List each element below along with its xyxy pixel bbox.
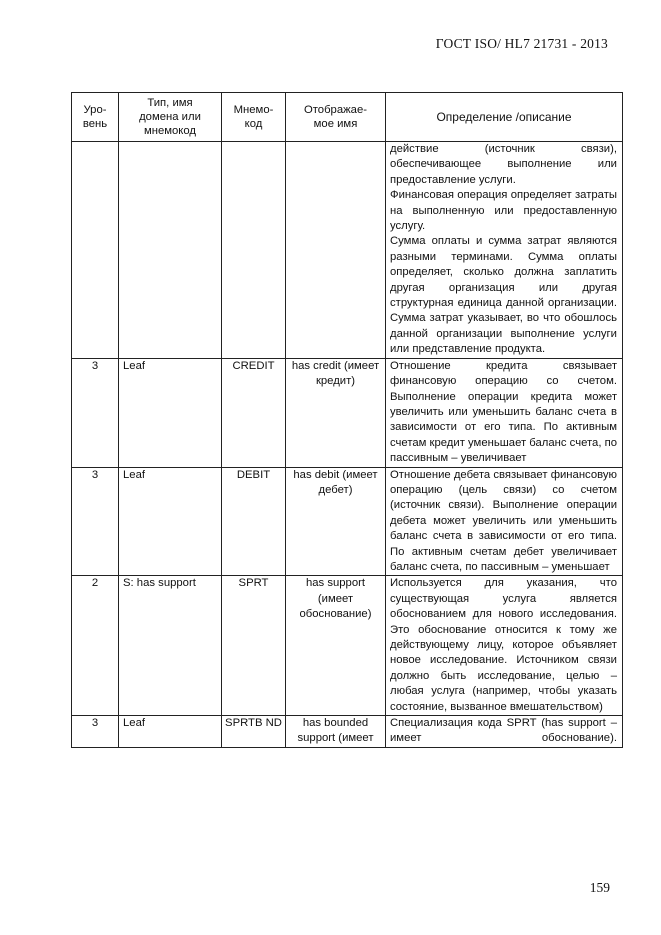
description-paragraph: Сумма оплаты и сумма затрат являются разными терминами. Сумма оплаты определяет, сколько должна заплатить другая организация или другая структурная единица данной организации. Сумма затрат указывает, во что обошлось данной организации выполнение услуги или представление продукта. xyxy=(390,235,617,356)
table-row xyxy=(72,142,623,359)
cell-description xyxy=(386,467,623,576)
cell-mnemonic: DEBIT xyxy=(222,467,286,576)
cell-type: Leaf xyxy=(119,358,222,467)
column-header-type: Тип, имя домена или мнемокод xyxy=(119,93,222,142)
cell-type: Leaf xyxy=(119,467,222,576)
table-row xyxy=(72,576,623,716)
cell-level: 3 xyxy=(72,716,119,748)
cell-mnemonic: SPRTB ND xyxy=(222,716,286,748)
description-paragraph: Финансовая операция определяет затраты на выполненную или предоставленную услугу. xyxy=(390,189,617,233)
table-header-row xyxy=(72,93,623,142)
cell-level: 3 xyxy=(72,358,119,467)
relationship-codes-table xyxy=(71,92,623,748)
cell-display-name xyxy=(286,716,386,748)
column-header-display-name: Отображае- мое имя xyxy=(286,93,386,142)
page-number: 159 xyxy=(589,880,610,895)
description-paragraph: действие (источник связи), обеспечивающее выполнение или предоставление услуги. xyxy=(390,143,617,186)
cell-mnemonic: SPRT xyxy=(222,576,286,716)
table-row xyxy=(72,716,623,748)
table-row xyxy=(72,358,623,467)
cell-description xyxy=(386,576,623,716)
cell-type: Leaf xyxy=(119,716,222,748)
cell-level: 3 xyxy=(72,467,119,576)
cell-display-name: has support (имеет обоснование) xyxy=(286,576,386,716)
description-paragraph: Отношение кредита связывает финансовую операцию со счетом. Выполнение операции кредита может увеличить или уменьшить баланс счета в зависимости от его типа. По активным счетам кредит уменьшает баланс счета, по пассивным – увеличивает xyxy=(390,359,618,465)
description-paragraph: Специализация кода SPRT (has support – имеет обоснование). xyxy=(390,717,617,745)
display-name-text: has bounded support (имеет xyxy=(297,717,374,745)
document-header: ГОСТ ISO/ HL7 21731 - 2013 xyxy=(435,36,608,51)
cell-description xyxy=(386,716,623,748)
cell-type xyxy=(119,142,222,359)
cell-display-name xyxy=(286,142,386,359)
cell-description xyxy=(386,142,623,359)
table-row xyxy=(72,467,623,576)
cell-mnemonic: CREDIT xyxy=(222,358,286,467)
cell-level xyxy=(72,142,119,359)
cell-display-name: has credit (имеет кредит) xyxy=(286,358,386,467)
cell-type: S: has support xyxy=(119,576,222,716)
column-header-level: Уро- вень xyxy=(72,93,119,142)
column-header-mnemonic: Мнемо- код xyxy=(222,93,286,142)
cell-description xyxy=(386,358,623,467)
description-paragraph: Используется для указания, что существующая услуга является обоснованием для нового исследования. Это обоснование относится к тому же действующему лицу, которое объявляет новое исследование. Источником связи должно быть исследование, целью – любая услуга (например, чтобы указать состояние, вызванное вмешательством) xyxy=(390,577,617,713)
cell-mnemonic xyxy=(222,142,286,359)
cell-display-name: has debit (имеет дебет) xyxy=(286,467,386,576)
cell-level: 2 xyxy=(72,576,119,716)
column-header-description: Определение /описание xyxy=(386,93,623,142)
description-paragraph: Отношение дебета связывает финансовую операцию (цель связи) со счетом (источник связи). Выполнение операции дебета может увеличить или уменьшить баланс счета в зависимости от его типа. По активным счетам дебет увеличивает баланс счета, по пассивным – уменьшает xyxy=(390,468,617,573)
